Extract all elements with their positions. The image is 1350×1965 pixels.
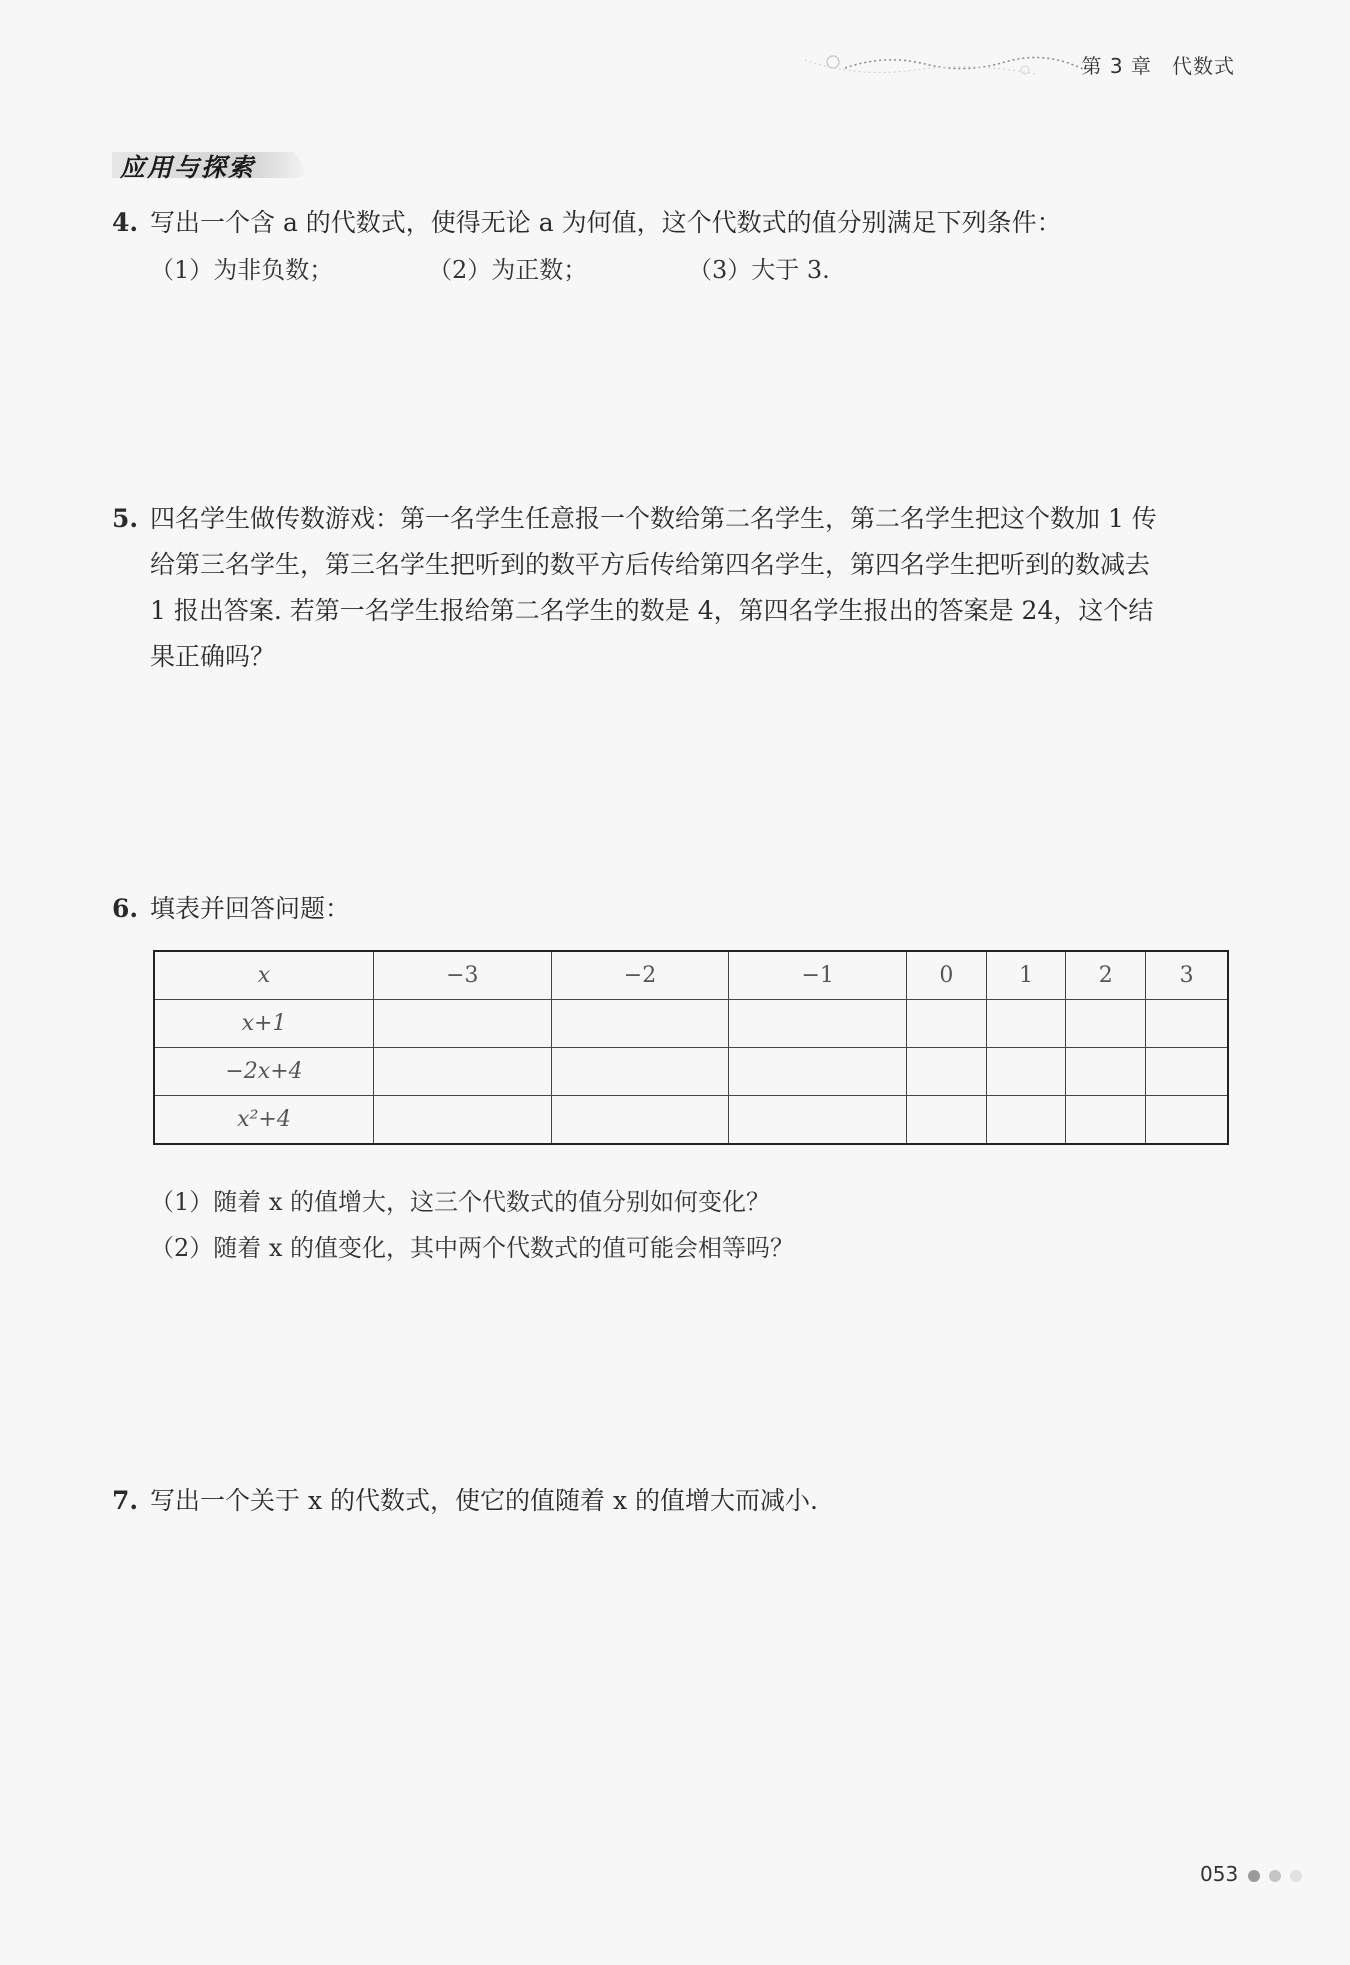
table-header-cell: 1 [986,951,1066,1000]
table-cell[interactable] [907,1000,987,1048]
table-cell[interactable] [1146,1000,1228,1048]
table-cell[interactable] [1066,1096,1146,1145]
question-number: 5. [112,504,139,533]
table-header-cell: 2 [1066,951,1146,1000]
page-number [1200,1862,1302,1886]
table-cell[interactable] [374,1000,552,1048]
table-header-cell: −1 [729,951,907,1000]
wave-decoration-icon [795,48,1095,84]
question-5-line-2: 给第三名学生，第三名学生把听到的数平方后传给第四名学生，第四名学生把听到的数减去 [150,550,1151,579]
page-header [795,48,1235,84]
table-header-cell: 3 [1146,951,1228,1000]
table-cell[interactable] [1066,1048,1146,1096]
table-cell[interactable] [907,1096,987,1145]
table-cell[interactable] [907,1048,987,1096]
table-cell[interactable] [1146,1096,1228,1145]
chapter-heading [1082,50,1235,79]
row-expression: −2x+4 [154,1048,374,1096]
question-4 [112,200,1062,246]
question-6 [112,886,350,932]
dot-icon [1290,1870,1302,1882]
row-expression: x+1 [154,1000,374,1048]
table-header-cell: 0 [907,951,987,1000]
table-cell[interactable] [729,1000,907,1048]
table-row [154,1048,1228,1096]
dot-icon [1269,1870,1281,1882]
q4-part-3: （3）大于 3. [688,256,830,284]
question-5-line-4: 果正确吗？ [150,642,276,671]
question-text: 填表并回答问题： [150,894,351,923]
table-cell[interactable] [729,1048,907,1096]
table-cell[interactable] [1146,1048,1228,1096]
section-title: 应用与探索 [120,153,256,182]
section-title-badge [112,148,308,184]
table-cell[interactable] [374,1048,552,1096]
question-7 [112,1478,818,1524]
table-header-row [154,951,1228,1000]
table-cell[interactable] [1066,1000,1146,1048]
question-number: 6. [112,894,139,923]
table-row [154,1000,1228,1048]
question-5-line-3: 1 报出答案. 若第一名学生报给第二名学生的数是 4，第四名学生报出的答案是 24，这个结 [150,596,1154,625]
table-cell[interactable] [986,1000,1066,1048]
page-number-text: 053 [1200,1862,1239,1886]
q6-part-2: （2）随着 x 的值变化，其中两个代数式的值可能会相等吗？ [150,1234,795,1262]
q4-part-2: （2）为正数； [428,256,588,284]
question-number: 7. [112,1486,139,1515]
q4-part-1: （1）为非负数； [150,256,334,284]
row-expression: x²+4 [154,1096,374,1145]
question-text: 写出一个关于 x 的代数式，使它的值随着 x 的值增大而减小. [150,1486,818,1515]
table-cell[interactable] [374,1096,552,1145]
table-cell[interactable] [986,1048,1066,1096]
table-cell[interactable] [551,1048,729,1096]
question-5-line-1: 四名学生做传数游戏：第一名学生任意报一个数给第二名学生，第二名学生把这个数加 1 传 [150,504,1157,533]
table-cell[interactable] [986,1096,1066,1145]
value-table [153,950,1229,1145]
question-text: 写出一个含 a 的代数式，使得无论 a 为何值，这个代数式的值分别满足下列条件： [150,208,1062,237]
table-cell[interactable] [729,1096,907,1145]
table-header-cell: −2 [551,951,729,1000]
table-cell[interactable] [551,1096,729,1145]
chapter-number: 第 3 章 [1081,54,1152,78]
chapter-title: 代数式 [1172,54,1235,78]
q6-part-1: （1）随着 x 的值增大，这三个代数式的值分别如何变化？ [150,1188,771,1216]
table-cell[interactable] [551,1000,729,1048]
table-row [154,1096,1228,1145]
dot-icon [1248,1870,1260,1882]
table-header-cell: x [154,951,374,1000]
table-header-cell: −3 [374,951,552,1000]
question-number: 4. [112,208,139,237]
